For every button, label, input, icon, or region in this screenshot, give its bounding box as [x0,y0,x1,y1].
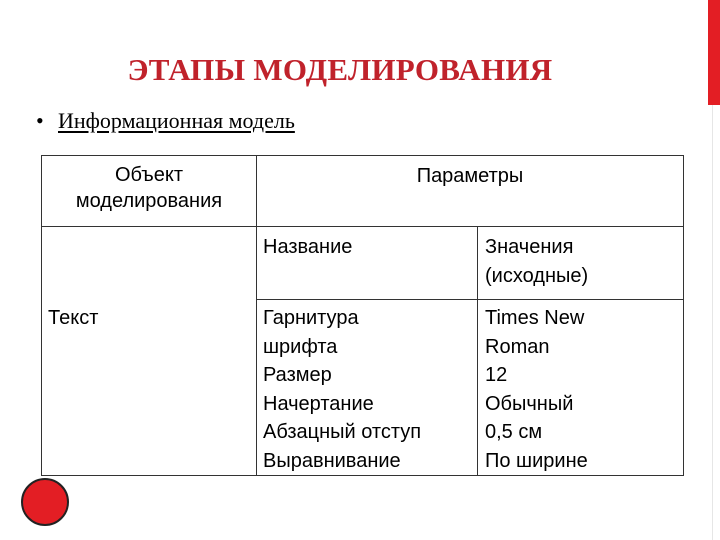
param-name: Размер [263,364,332,386]
table-row [42,300,684,476]
object-header-line2: моделирования [75,190,223,212]
table-subheader-row [42,227,684,300]
param-names-cell [257,300,478,476]
param-name: Гарнитура [263,307,359,329]
object-value: Текст [48,306,99,329]
values-header-cell [478,227,684,300]
param-value: Roman [485,335,550,358]
param-name: Выравнивание [263,449,401,472]
param-name: шрифта [263,335,338,358]
param-value: По ширине [485,449,588,472]
name-header: Название [263,236,353,258]
info-model-table [41,155,684,476]
object-header-cell [42,156,257,227]
param-name: Начертание [263,392,374,415]
bullet-item [36,108,295,134]
params-header-cell [257,156,684,227]
red-circle-marker [21,478,69,526]
bullet-marker: • [36,108,44,133]
param-value: Times New [485,307,585,329]
values-header-line1: Значения [485,236,574,258]
name-header-cell [257,227,478,300]
param-value: 12 [485,364,508,386]
empty-cell [42,227,257,300]
bullet-text: Информационная модель [58,108,295,133]
param-value: 0,5 см [485,421,543,443]
param-value: Обычный [485,392,574,415]
object-header-line1: Объект [114,164,184,186]
param-values-cell [478,300,684,476]
table-header-row [42,156,684,227]
side-divider [712,105,713,540]
params-header: Параметры [416,165,524,187]
param-name: Абзацный отступ [263,421,422,443]
slide-title: ЭТАПЫ МОДЕЛИРОВАНИЯ [127,52,553,87]
accent-bar [708,0,720,105]
object-value-cell [42,300,257,476]
values-header-line2: (исходные) [485,264,589,287]
